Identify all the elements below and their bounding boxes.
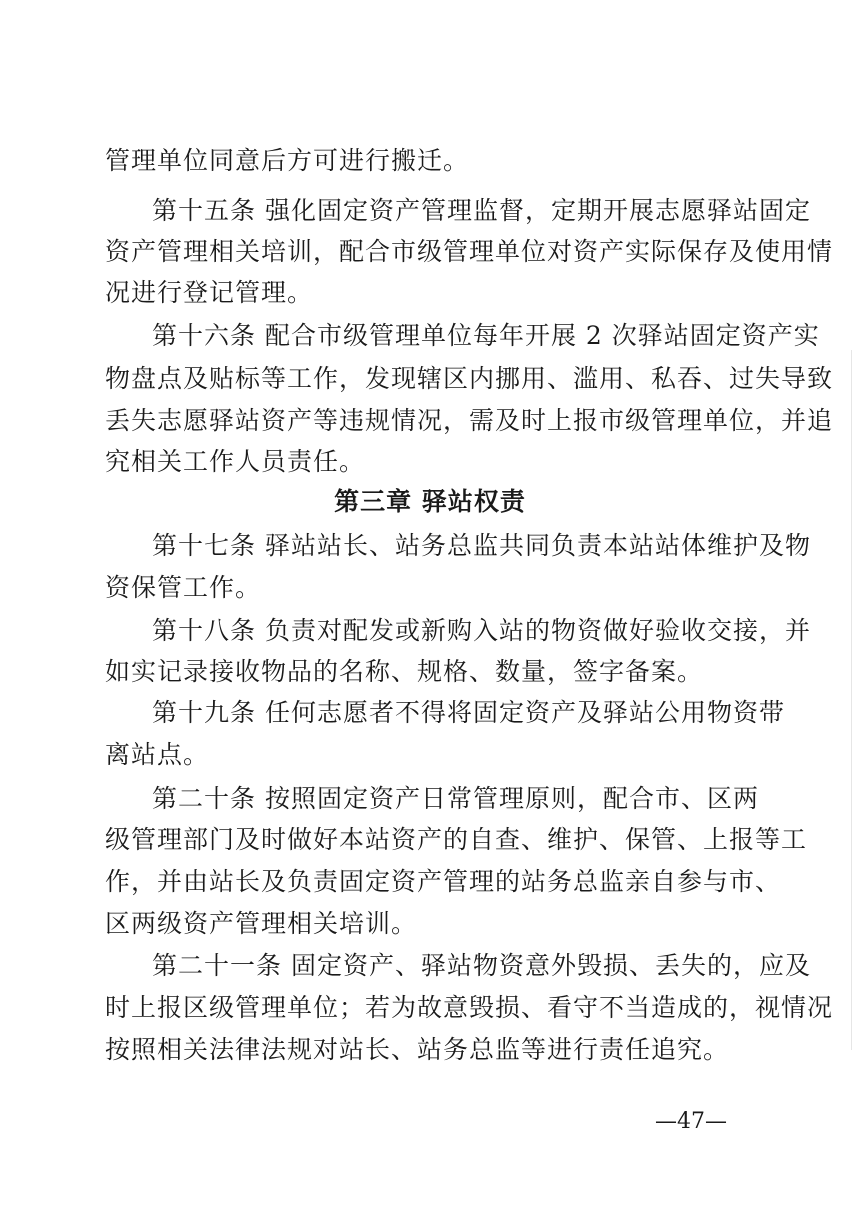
text-line: 时上报区级管理单位；若为故意毁损、看守不当造成的，视情况	[105, 993, 834, 1022]
text-line: 离站点。	[105, 740, 210, 769]
article-19-line: 第十九条 任何志愿者不得将固定资产及驿站公用物资带	[152, 698, 785, 727]
article-18-line: 第十八条 负责对配发或新购入站的物资做好验收交接，并	[152, 616, 811, 645]
text-line: 资保管工作。	[105, 573, 262, 602]
article-15-line: 第十五条 强化固定资产管理监督，定期开展志愿驿站固定	[152, 196, 811, 225]
text-line: 如实记录接收物品的名称、规格、数量，签字备案。	[105, 657, 704, 686]
text-line: 按照相关法律法规对站长、站务总监等进行责任追究。	[105, 1035, 730, 1064]
article-16-line: 第十六条 配合市级管理单位每年开展 2 次驿站固定资产实	[152, 321, 820, 350]
article-17-line: 第十七条 驿站站长、站务总监共同负责本站站体维护及物	[152, 531, 811, 560]
text-line: 管理单位同意后方可进行搬迁。	[105, 146, 470, 175]
text-line: 究相关工作人员责任。	[105, 447, 366, 476]
text-line: 作，并由站长及负责固定资产管理的站务总监亲自参与市、	[105, 867, 782, 896]
article-20-line: 第二十条 按照固定资产日常管理原则，配合市、区两	[152, 784, 759, 813]
scan-edge-line	[851, 350, 852, 1050]
article-21-line: 第二十一条 固定资产、驿站物资意外毁损、丢失的，应及	[152, 951, 811, 980]
text-line: 况进行登记管理。	[105, 278, 314, 307]
text-line: 级管理部门及时做好本站资产的自查、维护、保管、上报等工	[105, 825, 808, 854]
text-line: 区两级资产管理相关培训。	[105, 909, 418, 938]
text-line: 物盘点及贴标等工作，发现辖区内挪用、滥用、私吞、过失导致	[105, 364, 834, 393]
chapter-heading: 第三章 驿站权责	[334, 487, 526, 516]
text-line: 丢失志愿驿站资产等违规情况，需及时上报市级管理单位，并追	[105, 406, 834, 435]
page-number: —47—	[655, 1109, 727, 1134]
text-line: 资产管理相关培训，配合市级管理单位对资产实际保存及使用情	[105, 237, 834, 266]
